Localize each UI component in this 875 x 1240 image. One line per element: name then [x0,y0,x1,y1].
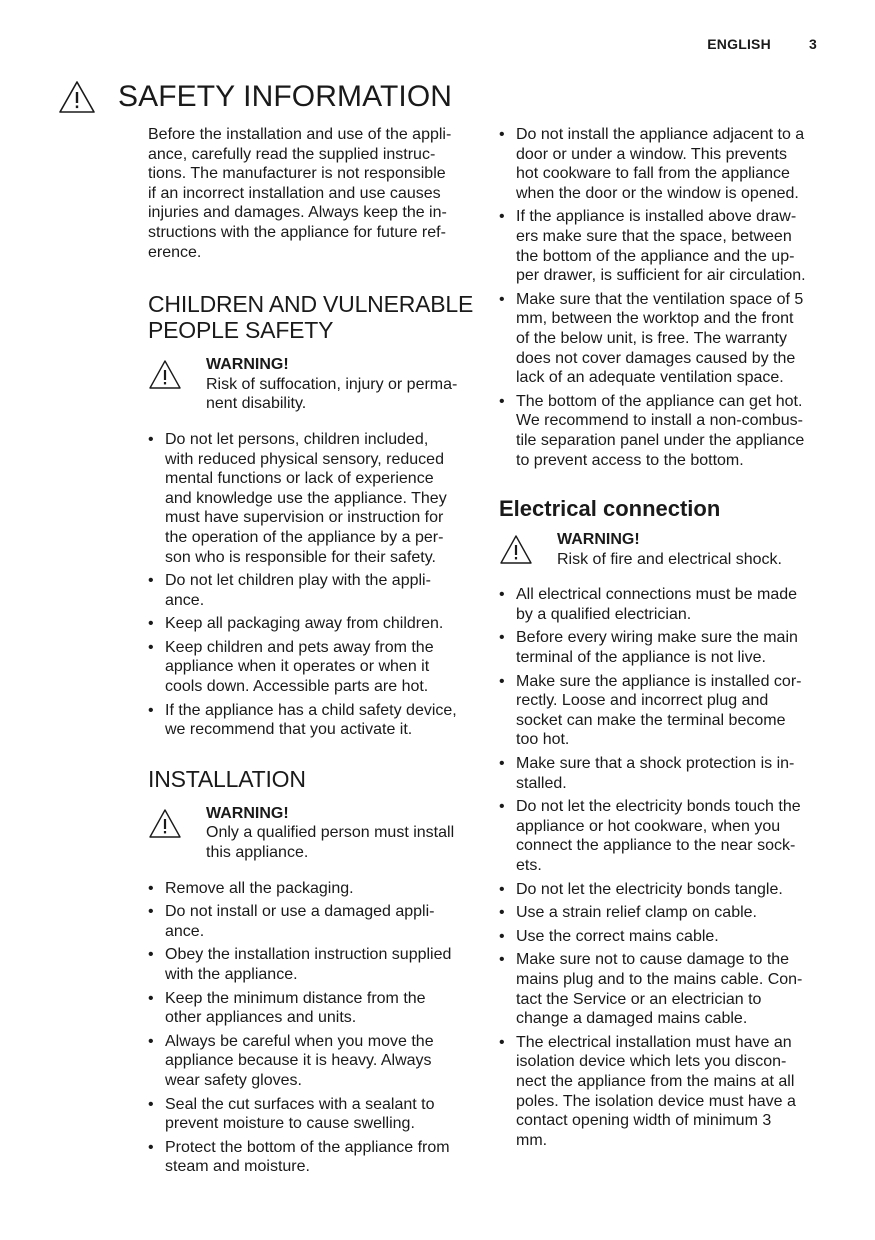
right-column [499,125,825,1176]
warning-text: Risk of suffocation, injury or perma- nent disability. [206,375,458,413]
warning-title: WARNING! [557,531,640,549]
title-row [58,60,452,134]
warning-title: WARNING! [206,356,289,374]
list-item: • Do not install or use a damaged appli- ance. [148,902,474,941]
warning-triangle-icon [499,534,533,566]
list-item: • Do not let the electricity bonds tangle. [499,880,825,900]
installation-heading: INSTALLATION [148,765,306,792]
children-safety-heading: CHILDREN AND VULNERABLE PEOPLE SAFETY [148,291,474,344]
warning-title: WARNING! [206,804,289,822]
list-item: • Before every wiring make sure the main terminal of the appliance is not live. [499,628,825,667]
installation-list [148,879,474,1177]
list-item: • All electrical connections must be made by a qualified electrician. [499,585,825,624]
list-item: • The electrical installation must have an isolation device which lets you discon- nect the appliance from the mains at all poles. The isolation device must have a contact opening width of minimum 3 mm. [499,1033,825,1151]
warning-triangle-icon [58,79,96,115]
page-title: SAFETY INFORMATION [118,80,453,114]
list-item: • Make sure the appliance is installed cor- rectly. Loose and incorrect plug and socket can make the terminal become too hot. [499,672,825,750]
warning-triangle-icon [148,808,182,840]
list-item: • Do not let the electricity bonds touch the appliance or hot cookware, when you connect the appliance to the near sock- ets. [499,797,825,875]
header-language: ENGLISH [707,36,771,52]
left-column [148,125,474,1203]
electrical-warning [499,530,825,569]
children-safety-list [148,430,474,740]
electrical-list [499,585,825,1150]
list-item: • Use the correct mains cable. [499,927,825,947]
list-item: • Do not install the appliance adjacent to a door or under a window. This prevents hot cookware to fall from the appliance when the door or the window is opened. [499,125,825,203]
children-warning [148,355,474,414]
warning-text: Only a qualified person must install this appliance. [206,824,455,862]
page-number: 3 [809,36,817,52]
list-item: • Keep all packaging away from children. [148,614,474,634]
list-item: • Seal the cut surfaces with a sealant to prevent moisture to cause swelling. [148,1095,474,1134]
intro-paragraph: Before the installation and use of the appli- ance, carefully read the supplied instruc- tions. The manufacturer is not responsible if an incorrect installation and use causes injuries and damages. Always keep the in- structions with the appliance for future ref- erence. [148,126,452,261]
page-header [707,36,817,52]
list-item: • Make sure not to cause damage to the mains plug and to the mains cable. Con- tact the Service or an electrician to change a damaged mains cable. [499,950,825,1028]
list-item: • If the appliance is installed above draw- ers make sure that the space, between the bottom of the appliance and the up- per drawer, is sufficient for air circulation. [499,207,825,285]
installation-warning [148,804,474,863]
warning-text: Risk of fire and electrical shock. [557,550,782,568]
list-item: • Use a strain relief clamp on cable. [499,903,825,923]
list-item: • Make sure that a shock protection is in- stalled. [499,754,825,793]
installation-list-continued [499,125,825,470]
warning-triangle-icon [148,359,182,391]
list-item: • Do not let persons, children included, with reduced physical sensory, reduced mental functions or lack of experience and knowledge use the appliance. They must have supervision or instruction for the operation of the appliance by a per- son who is responsible for their safety. [148,430,474,567]
list-item: • Always be careful when you move the appliance because it is heavy. Always wear safety gloves. [148,1032,474,1091]
list-item: • Keep the minimum distance from the other appliances and units. [148,989,474,1028]
list-item: • Make sure that the ventilation space of 5 mm, between the worktop and the front of the below unit, is free. The warranty does not cover damages caused by the lack of an adequate ventilation space. [499,290,825,388]
electrical-connection-heading: Electrical connection [499,496,721,522]
list-item: • Keep children and pets away from the appliance when it operates or when it cools down. Accessible parts are hot. [148,638,474,697]
list-item: • If the appliance has a child safety device, we recommend that you activate it. [148,701,474,740]
list-item: • The bottom of the appliance can get hot. We recommend to install a non-combus- tile separation panel under the appliance to prevent access to the bottom. [499,392,825,470]
list-item: • Do not let children play with the appli- ance. [148,571,474,610]
list-item: • Obey the installation instruction supplied with the appliance. [148,945,474,984]
list-item: • Protect the bottom of the appliance from steam and moisture. [148,1138,474,1177]
list-item: • Remove all the packaging. [148,879,474,899]
